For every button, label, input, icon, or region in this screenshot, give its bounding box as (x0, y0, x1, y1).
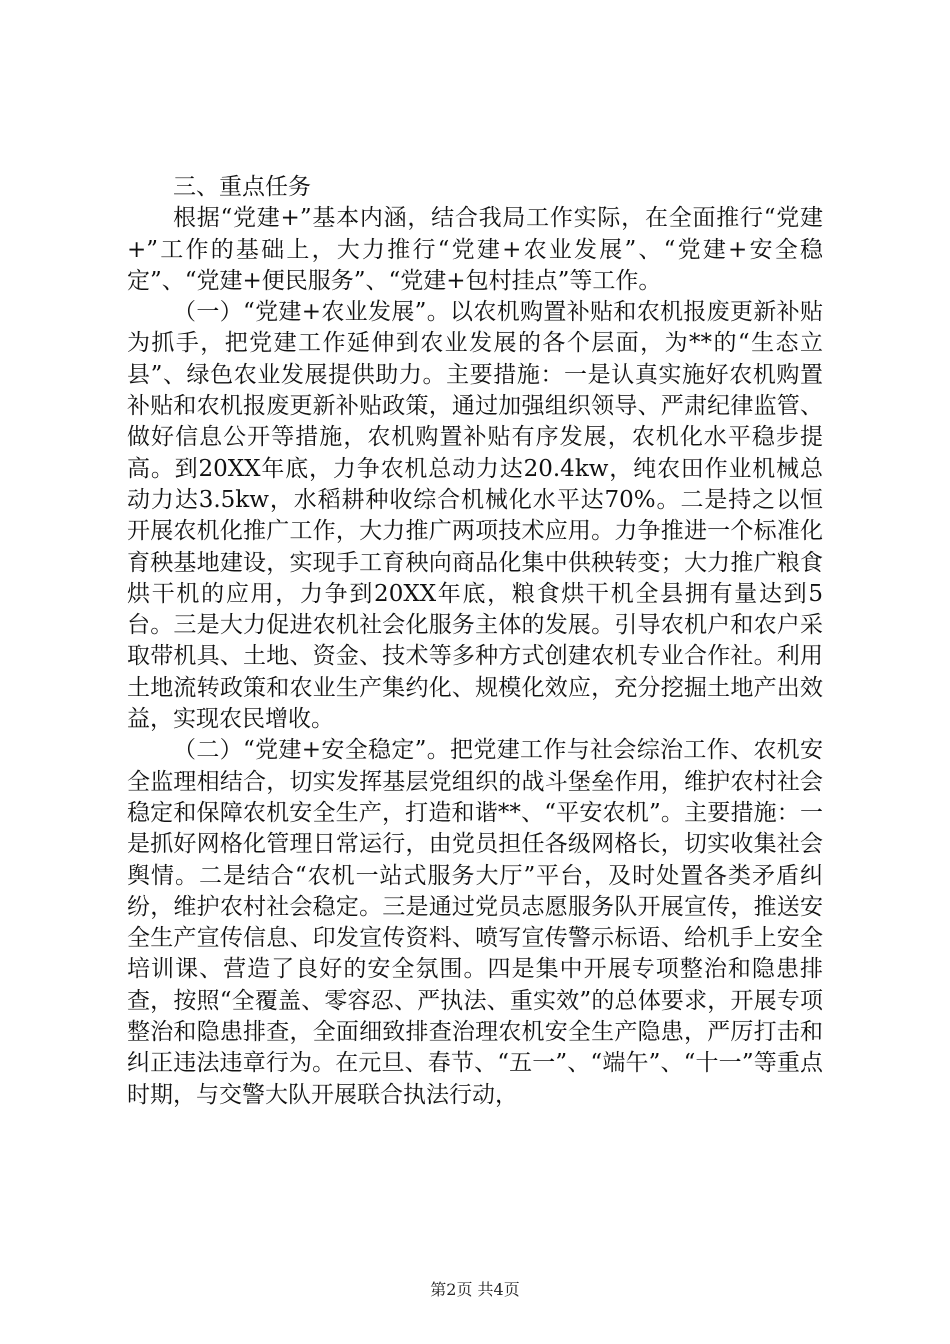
safety-paragraph: （二）“党建+安全稳定”。把党建工作与社会综治工作、农机安全监理相结合，切实发挥基层党组织的战斗堡垒作用，维护农村社会稳定和保障农机安全生产，打造和谐**、“平安农机”。主要措施：一是抓好网格化管理日常运行，由党员担任各级网格长，切实收集社会舆情。二是结合“农机一站式服务大厅”平台，及时处置各类矛盾纠纷，维护农村社会稳定。三是通过党员志愿服务队开展宣传，推送安全生产宣传信息、印发宣传资料、喷写宣传警示标语、给机手上安全培训课、营造了良好的安全氛围。四是集中开展专项整治和隐患排查，按照“全覆盖、零容忍、严执法、重实效”的总体要求，开展专项整治和隐患排查，全面细致排查治理农机安全生产隐患，严厉打击和纠正违法违章行为。在元旦、春节、“五一”、“端午”、“十一”等重点时期，与交警大队开展联合执法行动， (127, 737, 823, 1108)
section-heading: 三、重点任务 (173, 174, 311, 200)
document-body (127, 172, 823, 1111)
intro-paragraph: 根据“党建+”基本内涵，结合我局工作实际，在全面推行“党建+”工作的基础上，大力推行“党建+农业发展”、“党建+安全稳定”、“党建+便民服务”、“党建+包村挂点”等工作。 (127, 205, 823, 294)
page-footer: 第2页 共4页 (430, 1280, 520, 1299)
agriculture-paragraph: （一）“党建+农业发展”。以农机购置补贴和农机报废更新补贴为抓手，把党建工作延伸到农业发展的各个层面，为**的“生态立县”、绿色农业发展提供助力。主要措施：一是认真实施好农机购置补贴和农机报废更新补贴政策，通过加强组织领导、严肃纪律监管、做好信息公开等措施，农机购置补贴有序发展，农机化水平稳步提高。到20XX年底，力争农机总动力达20.4kw，纯农田作业机械总动力达3.5kw，水稻耕种收综合机械化水平达70%。二是持之以恒开展农机化推广工作，大力推广两项技术应用。力争推进一个标准化育秧基地建设，实现手工育秧向商品化集中供秧转变；大力推广粮食烘干机的应用，力争到20XX年底，粮食烘干机全县拥有量达到5台。三是大力促进农机社会化服务主体的发展。引导农机户和农户采取带机具、土地、资金、技术等多种方式创建农机专业合作社。利用土地流转政策和农业生产集约化、规模化效应，充分挖掘土地产出效益，实现农民增收。 (127, 299, 823, 733)
